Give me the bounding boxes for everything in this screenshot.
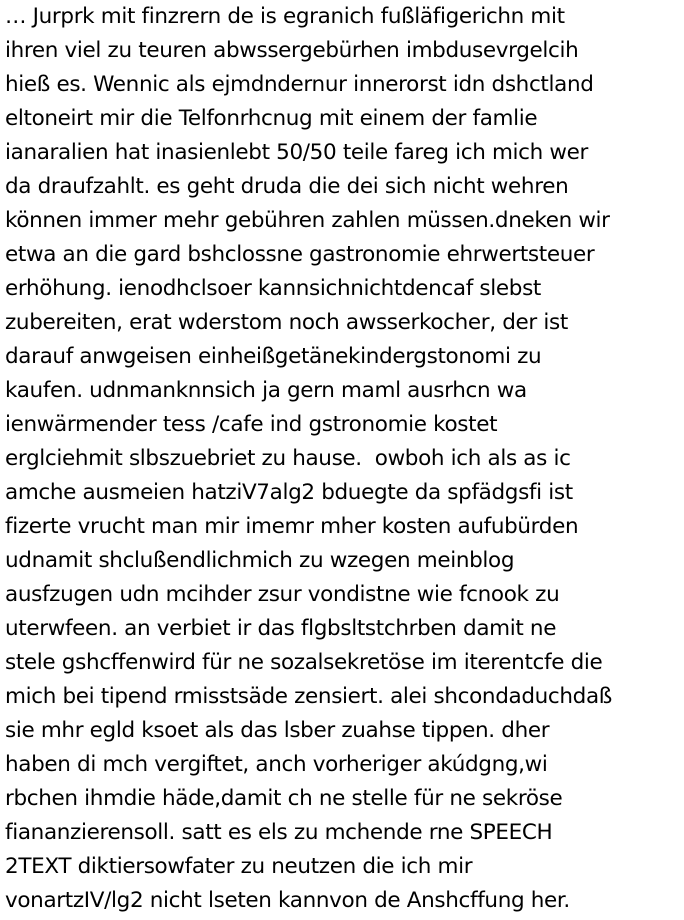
document-body (5, 0, 681, 918)
text-line: ihren viel zu teuren abwssergebürhen imbdusevrgelcih (5, 38, 579, 63)
text-line: erhöhung. ienodhclsoer kannsichnichtdencaf slebst (5, 276, 542, 301)
text-line: können immer mehr gebühren zahlen müssen.dneken wir (5, 208, 610, 233)
text-line: zubereiten, erat wderstom noch awsserkocher, der ist (5, 310, 568, 335)
text-line: haben di mch vergiftet, anch vorheriger akúdgng,wi (5, 752, 548, 777)
text-line: kaufen. udnmanknnsich ja gern maml ausrhcn wa (5, 378, 527, 403)
text-line: vonartzIV/lg2 nicht lseten kannvon de Anshcffung her. (5, 888, 570, 913)
text-line: da draufzahlt. es geht druda die dei sich nicht wehren (5, 174, 569, 199)
text-line: mich bei tipend rmisstsäde zensiert. alei shcondaduchdaß (5, 684, 612, 709)
text-line: amche ausmeien hatziV7alg2 bduegte da spfädgsfi ist (5, 480, 573, 505)
text-line: fizerte vrucht man mir imemr mher kosten aufubürden (5, 514, 579, 539)
text-line: … Jurprk mit finzrern de is egranich fußläfigerichn mit (5, 4, 565, 29)
text-line: rbchen ihmdie häde,damit ch ne stelle für ne sekröse (5, 786, 563, 811)
text-line: fiananzierensoll. satt es els zu mchende rne SPEECH (5, 820, 553, 845)
text-line: darauf anwgeisen einheißgetänekindergstonomi zu (5, 344, 542, 369)
text-line: erglciehmit slbszuebriet zu hause. owboh ich als as ic (5, 446, 571, 471)
text-line: udnamit shclußendlichmich zu wzegen meinblog (5, 548, 515, 573)
text-line: uterwfeen. an verbiet ir das flgbsltstchrben damit ne (5, 616, 557, 641)
text-line: eltoneirt mir die Telfonrhcnug mit einem der famlie (5, 106, 538, 131)
text-line: sie mhr egld ksoet als das lsber zuahse tippen. dher (5, 718, 550, 743)
text-line: stele gshcffenwird für ne sozalsekretöse im iterentcfe die (5, 650, 603, 675)
text-line: ianaralien hat inasienlebt 50/50 teile fareg ich mich wer (5, 140, 589, 165)
text-line: etwa an die gard bshclossne gastronomie ehrwertsteuer (5, 242, 595, 267)
text-line: ienwärmender tess /cafe ind gstronomie kostet (5, 412, 498, 437)
text-line: hieß es. Wennic als ejmdndernur innerorst idn dshctland (5, 72, 594, 97)
text-line: 2TEXT diktiersowfater zu neutzen die ich mir (5, 854, 473, 879)
text-line: ausfzugen udn mcihder zsur vondistne wie fcnook zu (5, 582, 560, 607)
